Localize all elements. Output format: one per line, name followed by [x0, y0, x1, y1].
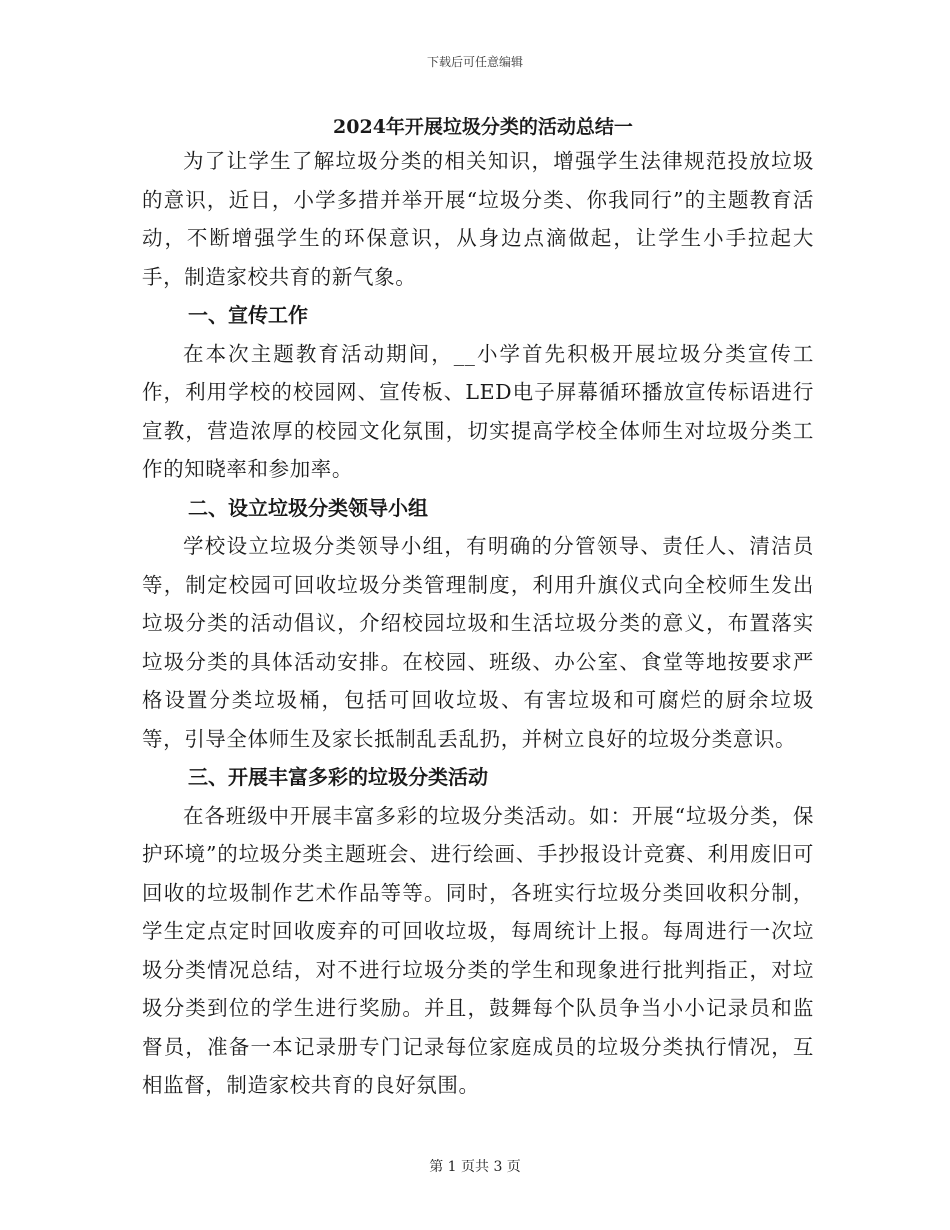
section-body-leadership-group: 学校设立垃圾分类领导小组，有明确的分管领导、责任人、清洁员等，制定校园可回收垃圾分类管理制度，利用升旗仪式向全校师生发出垃圾分类的活动倡议，介绍校园垃圾和生活垃圾分类的意义，布置落实垃圾分类的具体活动安排。在校园、班级、办公室、食堂等地按要求严格设置分类垃圾桶，包括可回收垃圾、有害垃圾和可腐烂的厨余垃圾等，引导全体师生及家长抵制乱丢乱扔，并树立良好的垃圾分类意识。: [142, 534, 814, 751]
section-heading-leadership-group: 二、设立垃圾分类领导小组: [188, 495, 428, 520]
document-body: [142, 112, 814, 1105]
section-heading-activities: 三、开展丰富多彩的垃圾分类活动: [188, 765, 488, 789]
page-number: 第 1 页共 3 页: [429, 1159, 521, 1175]
section-heading-publicity: 一、宣传工作: [188, 303, 308, 327]
section-body-activities: 在各班级中开展丰富多彩的垃圾分类活动。如：开展“垃圾分类，保护环境”的垃圾分类主题班会、进行绘画、手抄报设计竞赛、利用废旧可回收的垃圾制作艺术作品等等。同时，各班实行垃圾分类回收积分制，学生定点定时回收废弃的可回收垃圾，每周统计上报。每周进行一次垃圾分类情况总结，对不进行垃圾分类的学生和现象进行批判指正，对垃圾分类到位的学生进行奖励。并且，鼓舞每个队员争当小小记录员和监督员，准备一本记录册专门记录每位家庭成员的垃圾分类执行情况，互相监督，制造家校共育的良好氛围。: [142, 803, 814, 1097]
section-body-publicity: 在本次主题教育活动期间，__小学首先积极开展垃圾分类宣传工作，利用学校的校园网、宣传板、LED电子屏幕循环播放宣传标语进行宣教，营造浓厚的校园文化氛围，切实提高学校全体师生对垃圾分类工作的知晓率和参加率。: [142, 341, 814, 481]
intro-paragraph: 为了让学生了解垃圾分类的相关知识，增强学生法律规范投放垃圾的意识，近日，小学多措并举开展“垃圾分类、你我同行”的主题教育活动，不断增强学生的环保意识，从身边点滴做起，让学生小手拉起大手，制造家校共育的新气象。: [142, 149, 814, 289]
page-header-note: 下载后可任意编辑: [426, 55, 523, 69]
document-title: 2024年开展垃圾分类的活动总结一: [333, 116, 633, 138]
